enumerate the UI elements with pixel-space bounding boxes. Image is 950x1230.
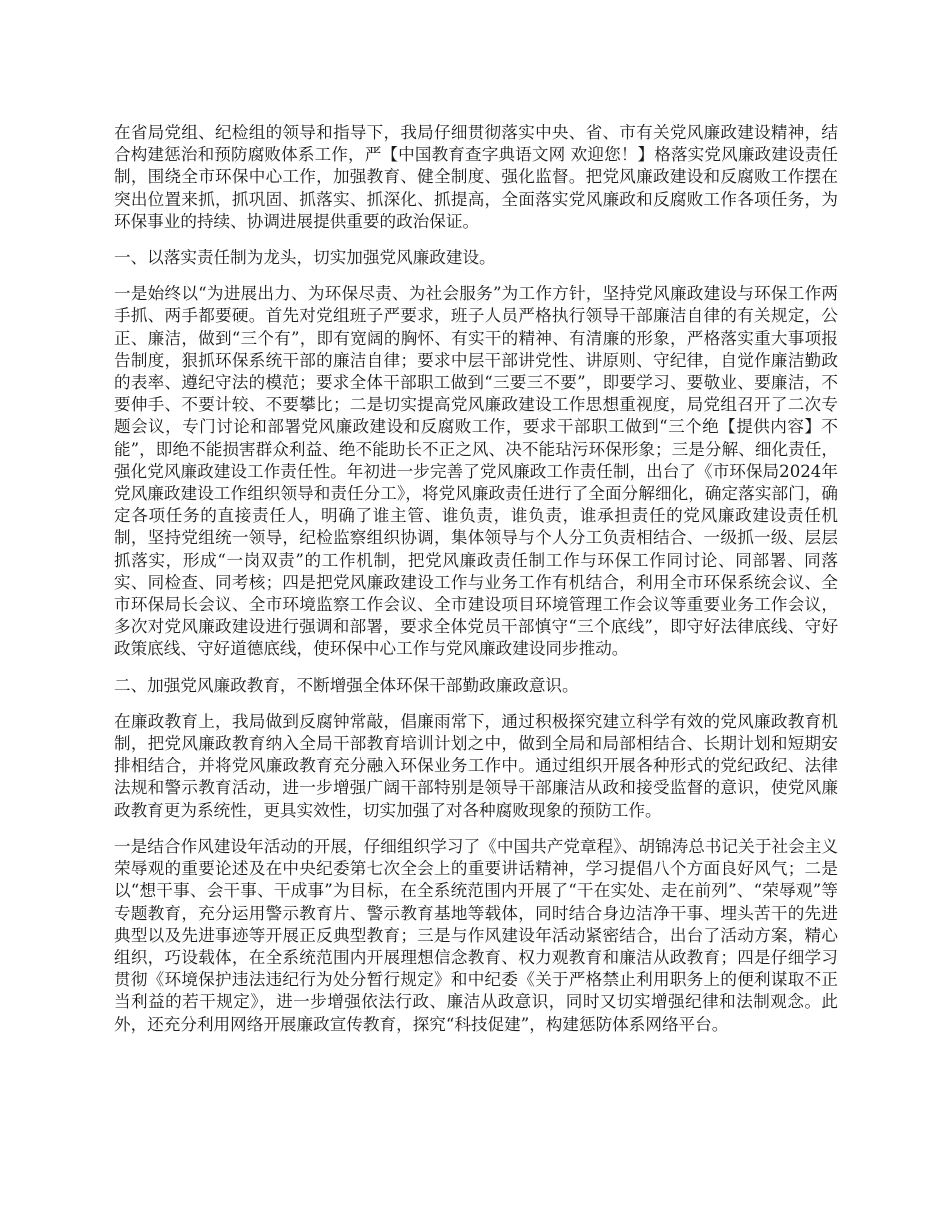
- section-2-paragraph-2: 一是结合作风建设年活动的开展，仔细组织学习了《中国共产党章程》、胡锦涛总书记关于社会主义荣辱观的重要论述及在中央纪委第七次全会上的重要讲话精神，学习提倡八个方面良好风气；二是以“想干事、会干事、干成事”为目标，在全系统范围内开展了“干在实处、走在前列”、“荣辱观”等专题教育，充分运用警示教育片、警示教育基地等载体，同时结合身边洁净干事、埋头苦干的先进典型以及先进事迹等开展正反典型教育；三是与作风建设年活动紧密结合，出台了活动方案，精心组织，巧设载体，在全系统范围内开展理想信念教育、权力观教育和廉洁从政教育；四是仔细学习贯彻《环境保护违法违纪行为处分暂行规定》和中纪委《关于严格禁止利用职务上的便利谋取不正当利益的若干规定》，进一步增强依法行政、廉洁从政意识，同时又切实增强纪律和法制观念。此外，还充分利用网络开展廉政宣传教育，探究“科技促建”，构建惩防体系网络平台。: [114, 836, 838, 1034]
- section-1-paragraph: 一是始终以“为进展出力、为环保尽责、为社会服务”为工作方针，坚持党风廉政建设与环保工作两手抓、两手都要硬。首先对党组班子严要求，班子人员严格执行领导干部廉洁自律的有关规定，公正、廉洁，做到“三个有”，即有宽阔的胸怀、有实干的精神、有清廉的形象，严格落实重大事项报告制度，狠抓环保系统干部的廉洁自律；要求中层干部讲党性、讲原则、守纪律，自觉作廉洁勤政的表率、遵纪守法的模范；要求全体干部职工做到“三要三不要”，即要学习、要敬业、要廉洁，不要伸手、不要计较、不要攀比；二是切实提高党风廉政建设工作思想重视度，局党组召开了二次专题会议，专门讨论和部署党风廉政建设和反腐败工作，要求干部职工做到“三个绝【提供内容】不能”，即绝不能损害群众利益、绝不能助长不正之风、决不能玷污环保形象；三是分解、细化责任，强化党风廉政建设工作责任性。年初进一步完善了党风廉政工作责任制，出台了《市环保局2024年党风廉政建设工作组织领导和责任分工》，将党风廉政责任进行了全面分解细化，确定落实部门，确定各项任务的直接责任人，明确了谁主管、谁负责，谁负责，谁承担责任的党风廉政建设责任机制，坚持党组统一领导，纪检监察组织协调，集体领导与个人分工负责相结合、一级抓一级、层层抓落实，形成“一岗双责”的工作机制，把党风廉政责任制工作与环保工作同讨论、同部署、同落实、同检查、同考核；四是把党风廉政建设工作与业务工作有机结合，利用全市环保系统会议、全市环保局长会议、全市环境监察工作会议、全市建设项目环境管理工作会议等重要业务工作会议，多次对党风廉政建设进行强调和部署，要求全体党员干部慎守“三个底线”，即守好法律底线、守好政策底线、守好道德底线，使环保中心工作与党风廉政建设同步推动。: [114, 284, 838, 659]
- section-heading-2: 二、加强党风廉政教育，不断增强全体环保干部勤政廉政意识。: [114, 675, 579, 695]
- intro-paragraph: 在省局党组、纪检组的领导和指导下，我局仔细贯彻落实中央、省、市有关党风廉政建设精神，结合构建惩治和预防腐败体系工作，严【中国教育查字典语文网 欢迎您！】格落实党风廉政建设责任制，围绕全市环保中心工作，加强教育、健全制度、强化监督。把党风廉政建设和反腐败工作摆在突出位置来抓，抓巩固、抓落实、抓深化、抓提高，全面落实党风廉政和反腐败工作各项任务，为环保事业的持续、协调进展提供重要的政治保证。: [114, 123, 838, 231]
- section-2-paragraph-1: 在廉政教育上，我局做到反腐钟常敲，倡廉雨常下，通过积极探究建立科学有效的党风廉政教育机制，把党风廉政教育纳入全局干部教育培训计划之中，做到全局和局部相结合、长期计划和短期安排相结合，并将党风廉政教育充分融入环保业务工作中。通过组织开展各种形式的党纪政纪、法律法规和警示教育活动，进一步增强广阔干部特别是领导干部廉洁从政和接受监督的意识，使党风廉政教育更为系统性，更具实效性，切实加强了对各种腐败现象的预防工作。: [114, 711, 838, 820]
- section-heading-1: 一、以落实责任制为龙头，切实加强党风廉政建设。: [114, 248, 496, 268]
- document-body: [114, 122, 838, 1050]
